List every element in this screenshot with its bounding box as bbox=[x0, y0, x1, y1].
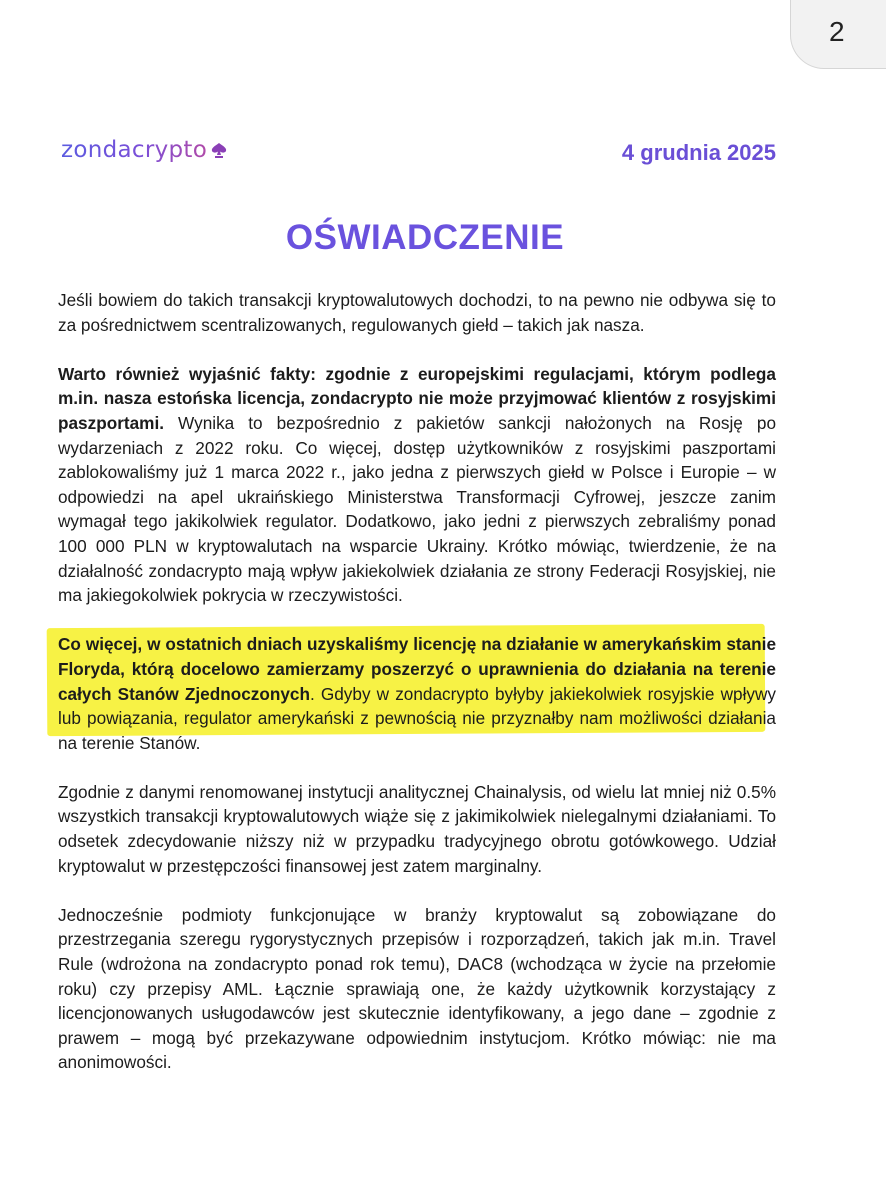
paragraph-5: Jednocześnie podmioty funkcjonujące w branży kryptowalut są zobowiązane do przestrzegania szeregu rygorystycznych przepisów i rozporządzeń, takich jak m.in. Travel Rule (wdrożona na zondacrypto ponad rok temu), DAC8 (wchodząca w życie na przełomie roku) czy przepisy AML. Łącznie sprawiają one, że każdy użytkownik korzystający z licencjonowanych usługodawców jest skutecznie identyfikowany, a jego dane – zgodnie z prawem – mogą być przekazywane odpowiednim instytucjom. Krótko mówiąc: nie ma anonimowości. bbox=[58, 904, 776, 1073]
page-number-badge bbox=[790, 0, 886, 69]
brand-wordmark: zondacrypto bbox=[61, 137, 208, 163]
paragraph-2-text: Wynika to bezpośrednio z pakietów sankcji nałożonych na Rosję po wydarzeniach z 2022 roku. Co więcej, dostęp użytkowników z rosyjskimi paszportami zablokowaliśmy już 1 marca 2022 r., jako jedna z pierwszych giełd w Polsce i Europie – w odpowiedzi na apel ukraińskiego Ministerstwa Transformacji Cyfrowej, jeszcze zanim wymagał tego jakikolwiek regulator. Dodatkowo, jako jedni z pierwszych zebraliśmy ponad 100 000 PLN w kryptowalutach na wsparcie Ukrainy. Krótko mówiąc, twierdzenie, że na działalność zondacrypto mają wpływ jakiekolwiek działania ze strony Federacji Rosyjskiej, nie ma jakiegokolwiek pokrycia w rzeczywistości. bbox=[58, 412, 776, 606]
brand-logo bbox=[61, 137, 228, 163]
crown-spade-icon bbox=[210, 142, 228, 159]
paragraph-1: Jeśli bowiem do takich transakcji kryptowalutowych dochodzi, to na pewno nie odbywa się to za pośrednictwem scentralizowanych, regulowanych giełd – takich jak nasza. bbox=[58, 290, 776, 335]
paragraph-4: Zgodnie z danymi renomowanej instytucji analitycznej Chainalysis, od wielu lat mniej niż 0.5% wszystkich transakcji kryptowalutowych wiąże się z jakimikolwiek nielegalnymi działaniami. To odsetek zdecydowanie niższy niż w przypadku tradycyjnego obrotu gotówkowego. Udział kryptowalut w przestępczości finansowej jest zatem marginalny. bbox=[58, 781, 776, 876]
paragraph-3 bbox=[58, 632, 776, 755]
paragraph-2 bbox=[58, 362, 776, 608]
paragraph-3-bold: Co więcej, w ostatnich dniach uzyskaliśmy licencję na działanie w amerykańskim stanie Floryda, którą docelowo zamierzamy poszerzyć o uprawnienia do działania na terenie całych Stanów Zjednoczonych bbox=[58, 634, 776, 704]
document-date: 4 grudnia 2025 bbox=[621, 140, 776, 165]
paragraph-2-bold: Warto również wyjaśnić fakty: zgodnie z europejskimi regulacjami, którym podlega m.in. nasza estońska licencja, zondacrypto nie może przyjmować klientów z rosyjskimi paszportami. bbox=[58, 363, 776, 433]
statement-body bbox=[58, 288, 776, 1100]
paragraph-3-text: . Gdyby w zondacrypto byłyby jakiekolwiek rosyjskie wpływy lub powiązania, regulator amerykański z pewnością nie przyznałby nam możliwości działania na terenie Stanów. bbox=[58, 683, 776, 753]
page-title: OŚWIADCZENIE bbox=[285, 218, 565, 257]
page-number: 2 bbox=[829, 16, 845, 47]
